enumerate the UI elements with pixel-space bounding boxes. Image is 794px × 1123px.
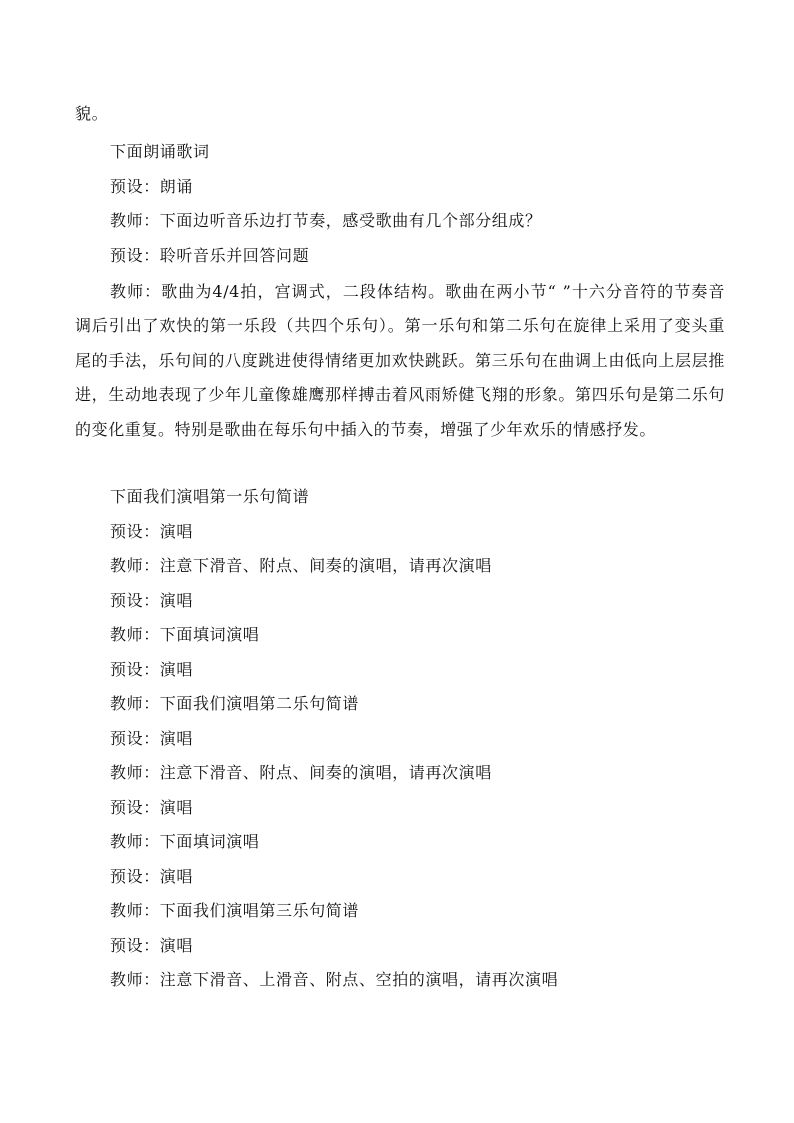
analysis-paragraph: 教师：歌曲为4/4拍，宫调式，二段体结构。歌曲在两小节“ ”十六分音符的节奏音调后引出了欢快的第一乐段（共四个乐句）。第一乐句和第二乐句在旋律上采用了变头重尾的手法，乐句间的八度跳进使得情绪更加欢快跳跃。第三乐句在曲调上由低向上层层推进，生动地表现了少年儿童像雄鹰那样搏击着风雨矫健飞翔的形象。第四乐句是第二乐句的变化重复。特别是歌曲在每乐句中插入的节奏，增强了少年欢乐的情感抒发。 (75, 282, 725, 439)
text-line: 预设：演唱 (110, 660, 194, 679)
text-line: 预设：演唱 (110, 729, 194, 748)
text-line: 下面朗诵歌词 (110, 142, 210, 161)
text-line: 预设：聆听音乐并回答问题 (110, 246, 310, 265)
text-line: 预设：演唱 (110, 798, 194, 817)
text-line: 教师：下面我们演唱第三乐句简谱 (110, 901, 360, 920)
text-line: 预设：演唱 (110, 522, 194, 541)
text-line: 预设：演唱 (110, 936, 194, 955)
text-line: 教师：下面我们演唱第二乐句简谱 (110, 694, 360, 713)
text-line: 预设：演唱 (110, 591, 194, 610)
text-line: 预设：朗诵 (110, 177, 194, 196)
text-line: 教师：注意下滑音、上滑音、附点、空拍的演唱，请再次演唱 (110, 970, 559, 989)
text-line: 教师：下面填词演唱 (110, 832, 260, 851)
text-line: 教师：下面边听音乐边打节奏，感受歌曲有几个部分组成？ (110, 211, 542, 230)
text-line: 教师：下面填词演唱 (110, 625, 260, 644)
text-line: 预设：演唱 (110, 867, 194, 886)
text-line: 教师：注意下滑音、附点、间奏的演唱，请再次演唱 (110, 763, 492, 782)
text-line: 貌。 (75, 104, 109, 123)
text-line: 下面我们演唱第一乐句简谱 (110, 487, 310, 506)
text-line: 教师：注意下滑音、附点、间奏的演唱，请再次演唱 (110, 556, 492, 575)
